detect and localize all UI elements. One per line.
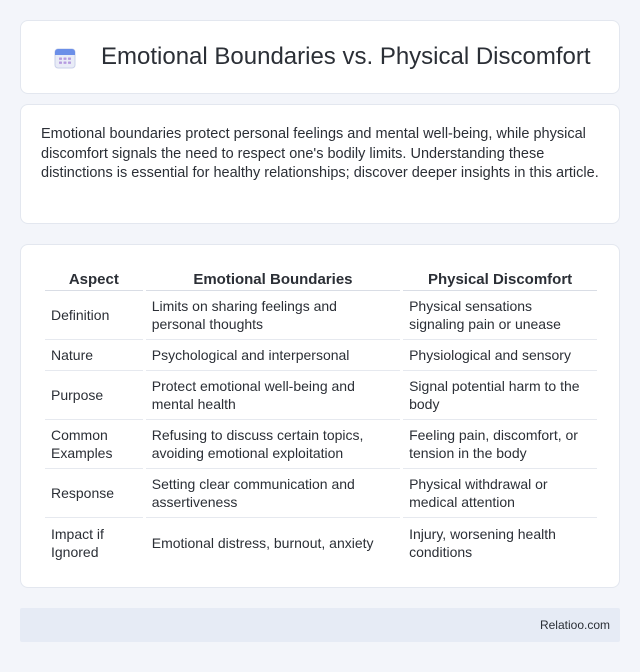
table-row	[45, 420, 597, 469]
row-aspect: Nature	[45, 340, 143, 371]
row-aspect: Common Examples	[45, 420, 143, 469]
table-row	[45, 469, 597, 518]
page-title: Emotional Boundaries vs. Physical Discomfort	[101, 43, 591, 70]
table-header-row	[45, 265, 597, 291]
row-physical: Signal potential harm to the body	[403, 371, 597, 420]
row-aspect: Response	[45, 469, 143, 518]
table-row	[45, 291, 597, 340]
intro-card	[20, 104, 620, 224]
row-emotional: Limits on sharing feelings and personal thoughts	[146, 291, 400, 340]
calendar-icon	[54, 47, 76, 69]
row-emotional: Psychological and interpersonal	[146, 340, 400, 371]
footer	[20, 608, 620, 642]
row-emotional: Emotional distress, burnout, anxiety	[151, 534, 374, 551]
table-row	[45, 518, 597, 567]
table-row	[45, 371, 597, 420]
row-aspect: Definition	[45, 291, 143, 340]
row-physical: Injury, worsening health conditions	[409, 525, 556, 560]
row-emotional: Refusing to discuss certain topics, avoiding emotional exploitation	[146, 420, 400, 469]
header-aspect: Aspect	[45, 265, 143, 291]
header-emotional-boundaries: Emotional Boundaries	[146, 265, 400, 291]
row-physical: Physical sensations signaling pain or unease	[403, 291, 597, 340]
row-physical: Feeling pain, discomfort, or tension in the body	[403, 420, 597, 469]
row-aspect: Purpose	[45, 371, 143, 420]
row-physical: Physiological and sensory	[403, 340, 597, 371]
comparison-card	[20, 244, 620, 588]
intro-paragraph: Emotional boundaries protect personal feelings and mental well-being, while physical discomfort signals the need to respect one's bodily limits. Understanding these distinctions is essential for healthy relationships; discover deeper insights in this article.	[41, 126, 599, 181]
row-physical: Physical withdrawal or medical attention	[403, 469, 597, 518]
header-physical-discomfort: Physical Discomfort	[403, 265, 597, 291]
row-emotional: Protect emotional well-being and mental health	[146, 371, 400, 420]
table-row	[45, 340, 597, 371]
title-card	[20, 20, 620, 94]
footer-site-name: Relatioo.com	[539, 618, 610, 632]
row-emotional: Setting clear communication and assertiveness	[146, 469, 400, 518]
row-aspect: Impact if Ignored	[51, 525, 104, 560]
comparison-table	[42, 265, 600, 567]
